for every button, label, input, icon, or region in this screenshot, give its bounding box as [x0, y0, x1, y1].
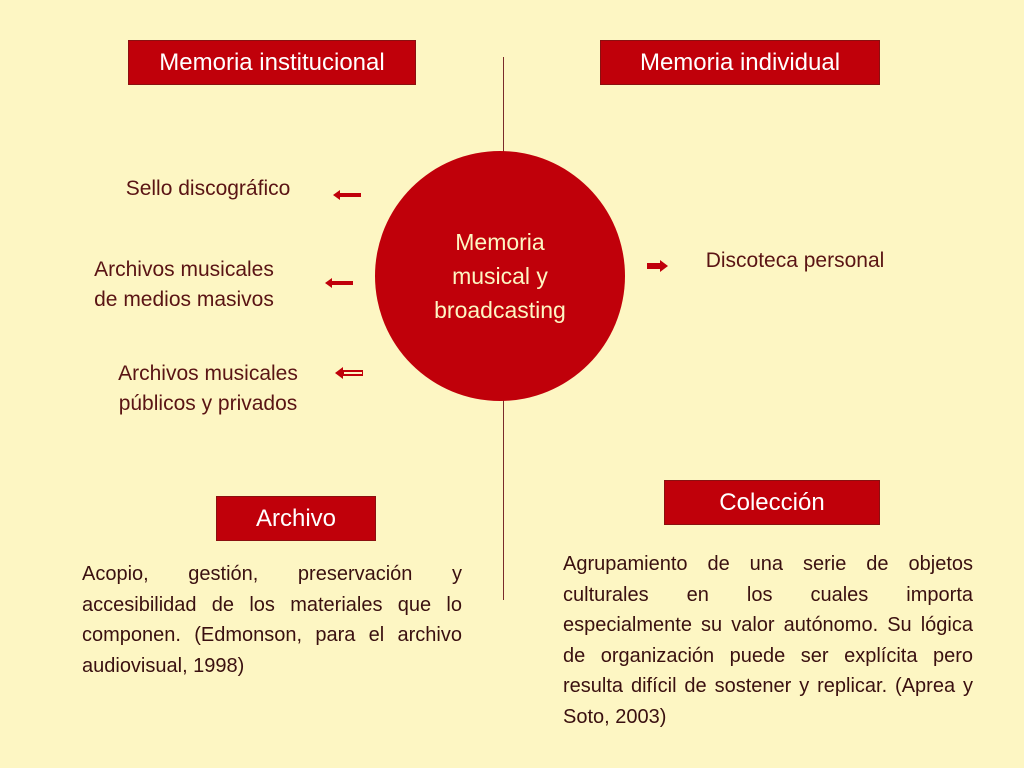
memoria-institucional-header [128, 40, 416, 85]
right-item-discoteca [690, 246, 900, 276]
center-circle [375, 151, 625, 401]
left-item-publicos-line-2: públicos y privados [118, 392, 298, 415]
archivo-description: Acopio, gestión, preservación y accesibilidad de los materiales que lo componen. (Edmonson, para el archivo audiovisual, 1998) [82, 563, 462, 677]
left-arrow-3 [335, 366, 365, 380]
right-item-discoteca-text: Discoteca personal [705, 249, 885, 272]
left-arrow-1 [333, 188, 363, 202]
memoria-individual-header [600, 40, 880, 85]
divider-line-bottom [503, 399, 504, 600]
coleccion-description: Agrupamiento de una serie de objetos culturales en los cuales importa especialmente su valor autónomo. Su lógica de organización puede ser explícita pero resulta difícil de sostener y replicar. (Aprea y Soto, 2003) [563, 553, 973, 728]
right-arrow-1 [646, 259, 668, 273]
center-line-1: Memoria [455, 229, 545, 255]
divider-line-top [503, 57, 504, 153]
left-item-medios-line-1: Archivos musicales [94, 258, 274, 281]
left-item-publicos-line-1: Archivos musicales [118, 362, 298, 385]
archivo-label: Archivo [255, 504, 337, 532]
memoria-individual-label: Memoria individual [639, 48, 841, 76]
left-item-medios-line-2: de medios masivos [94, 288, 274, 311]
left-item-publicos-privados [98, 359, 318, 419]
center-line-3: broadcasting [434, 297, 566, 323]
left-item-medios-masivos [74, 255, 294, 315]
left-item-sello-text: Sello discográfico [125, 177, 291, 200]
left-item-sello [108, 174, 308, 204]
memoria-institucional-label: Memoria institucional [159, 48, 385, 76]
center-line-2: musical y [452, 263, 548, 289]
coleccion-header [664, 480, 880, 525]
coleccion-label: Colección [719, 488, 825, 516]
left-arrow-2 [325, 276, 355, 290]
archivo-header [216, 496, 376, 541]
